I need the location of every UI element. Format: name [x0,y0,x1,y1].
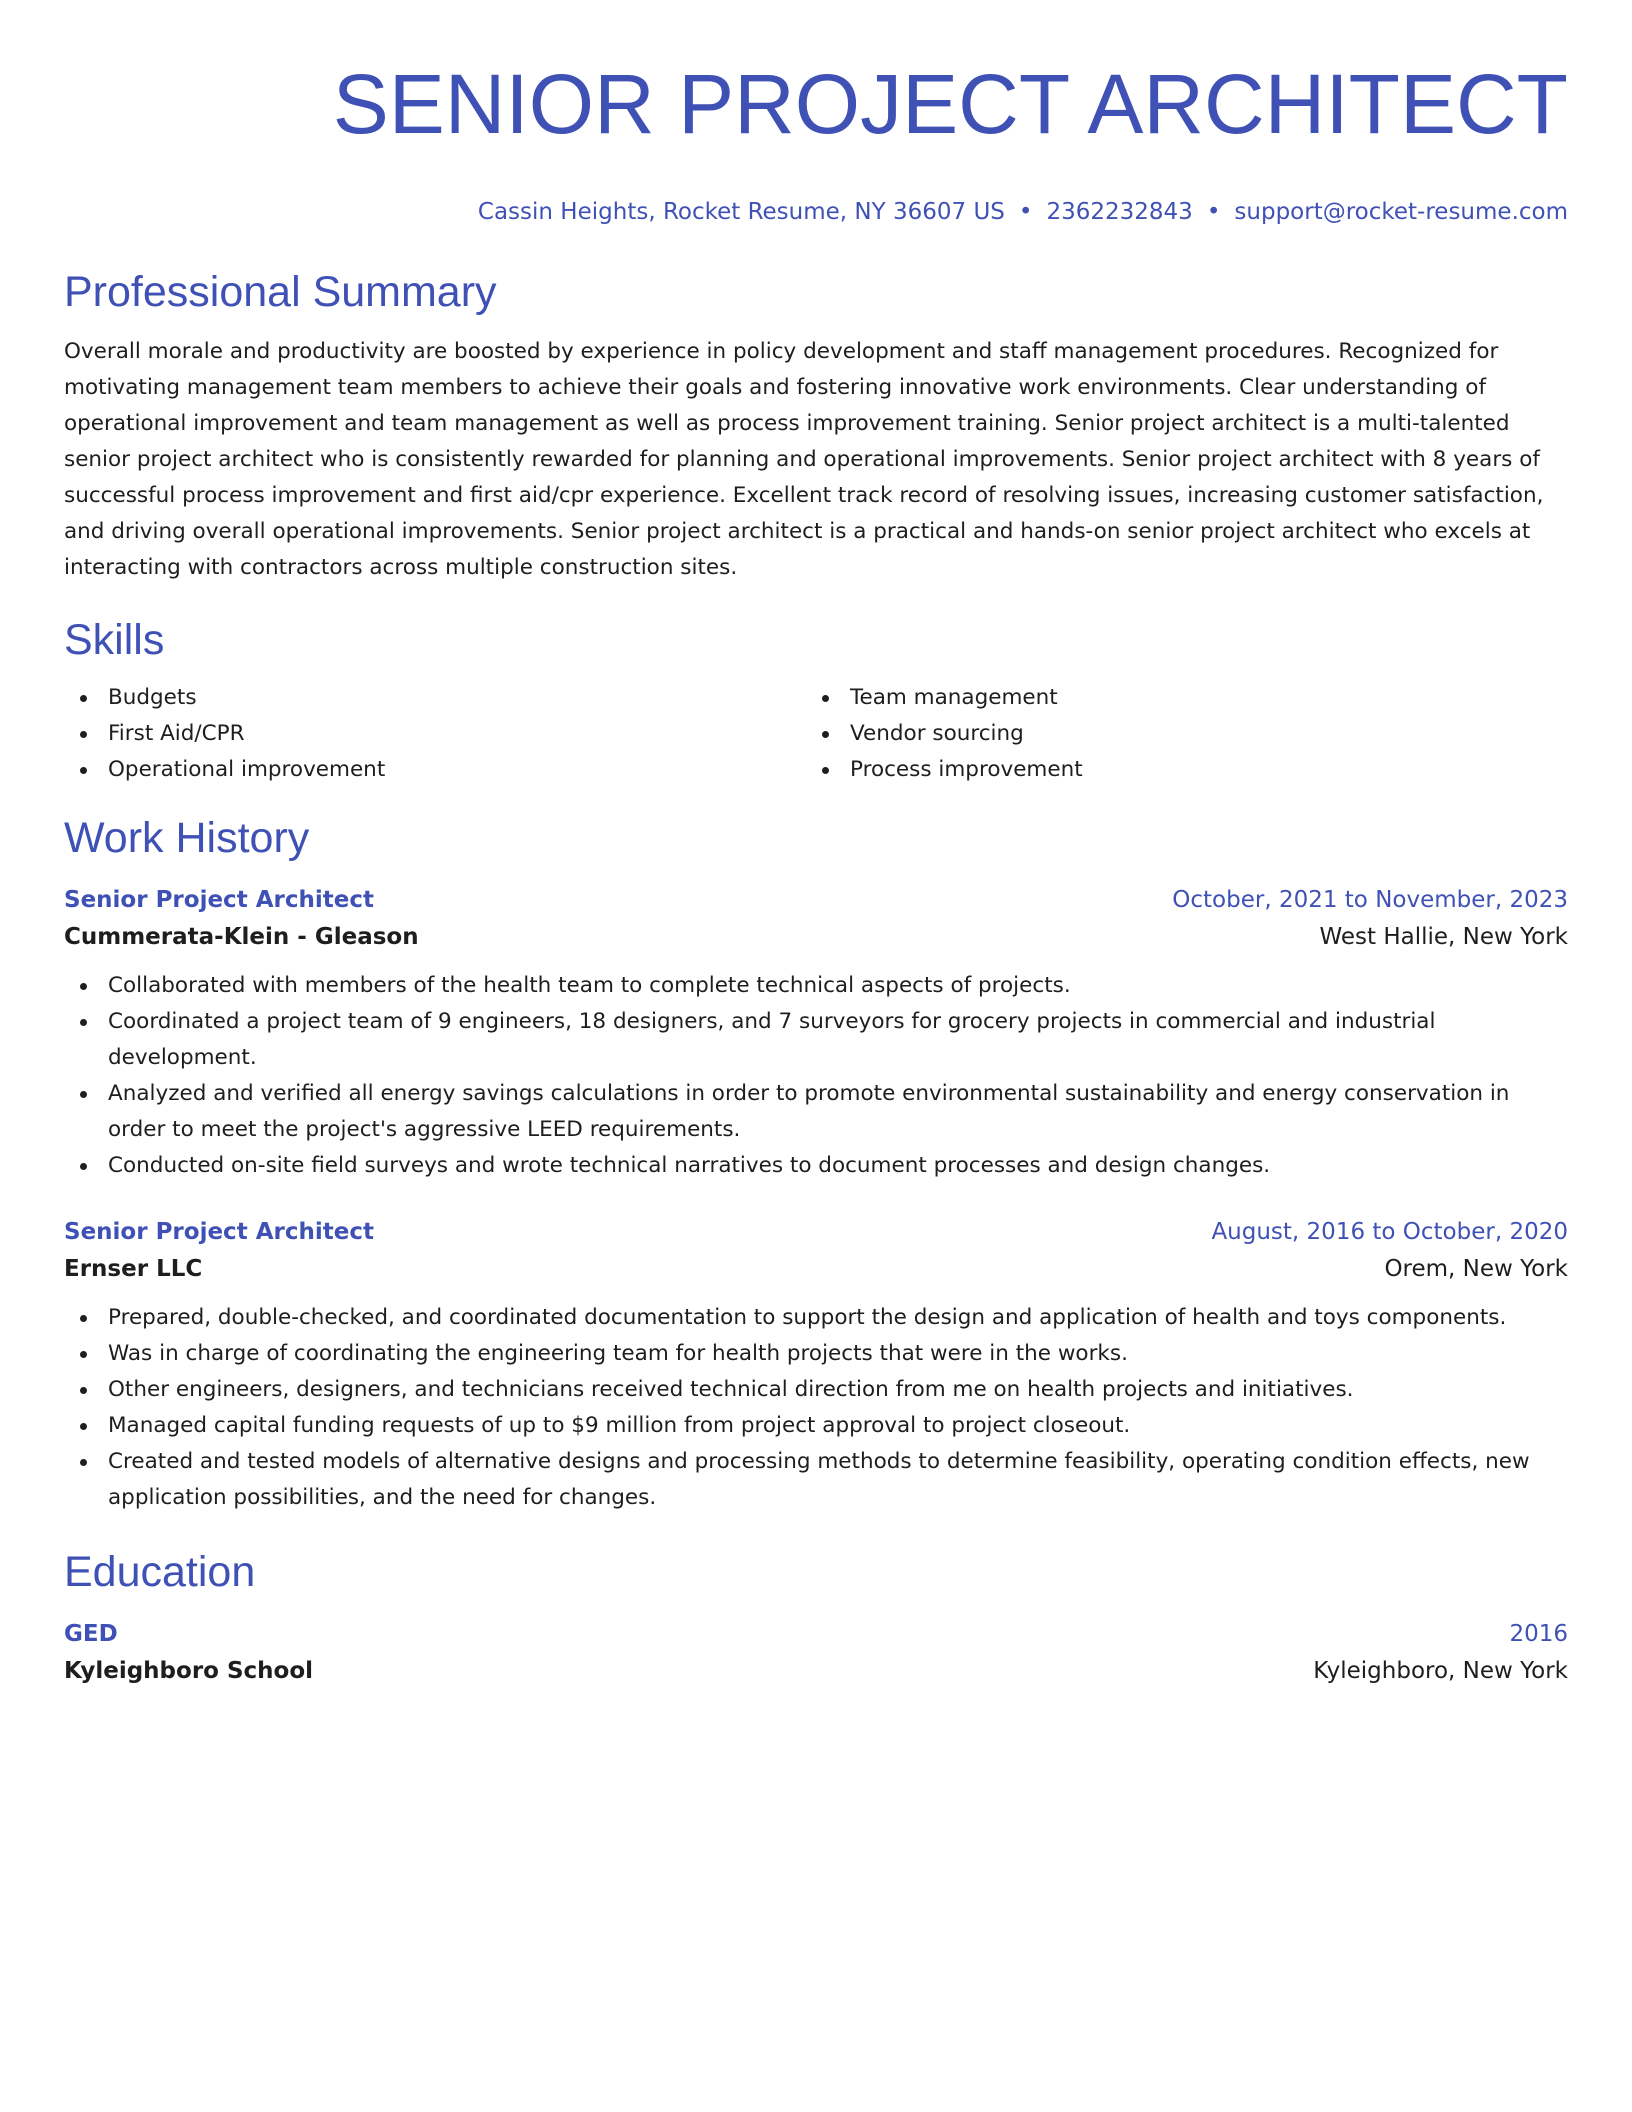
education-header-row [64,1616,1568,1652]
job-bullet: Analyzed and verified all energy savings calculations in order to promote environmental sustainability and energy conservation in order to meet the project's aggressive LEED requirements. [64,1076,1568,1148]
job-title: Senior Project Architect [64,1219,374,1245]
skills-heading: Skills [64,616,165,664]
job-location: West Hallie, New York [1319,924,1568,950]
education-year: 2016 [1509,1621,1568,1647]
skill-item: Team management [806,680,1548,716]
summary-text: Overall morale and productivity are boosted by experience in policy development and staff management procedures. Recognized for motivating management team members to achieve their goals and fostering innovative work environments. Clear understanding of operational improvement and team management as well as process improvement training. Senior project architect is a multi-talented senior project architect who is consistently rewarded for planning and operational improvements. Senior project architect with 8 years of successful process improvement and first aid/cpr experience. Excellent track record of resolving issues, increasing customer satisfaction, and driving overall operational improvements. Senior project architect is a practical and hands-on senior project architect who excels at interacting with contractors across multiple construction sites. [64,339,1544,580]
job-bullet: Prepared, double-checked, and coordinated documentation to support the design and application of health and toys components. [64,1300,1568,1336]
education-location: Kyleighboro, New York [1313,1658,1568,1684]
education-heading: Education [64,1548,256,1596]
work-history-heading: Work History [64,814,310,862]
skill-item: Operational improvement [64,752,806,788]
job-employer-row [64,918,1568,956]
job-bullet: Created and tested models of alternative designs and processing methods to determine feasibility, operating condition effects, new application possibilities, and the need for changes. [64,1444,1568,1516]
job-bullet: Coordinated a project team of 9 engineers, 18 designers, and 7 surveyors for grocery projects in commercial and industrial development. [64,1004,1568,1076]
education-school-row [64,1652,1568,1690]
job-dates: August, 2016 to October, 2020 [1211,1219,1568,1245]
education-degree: GED [64,1621,118,1647]
education-entry [64,1616,1568,1690]
job-location: Orem, New York [1384,1256,1568,1282]
job-bullets [64,968,1568,1184]
contact-line [64,198,1568,226]
contact-email: support@rocket-resume.com [1234,199,1568,225]
job-employer: Ernser LLC [64,1256,203,1282]
contact-separator: • [1206,199,1221,225]
job-dates: October, 2021 to November, 2023 [1172,887,1568,913]
skill-item: First Aid/CPR [64,716,806,752]
job-entry [64,1214,1568,1516]
contact-address: Cassin Heights, Rocket Resume, NY 36607 US [477,199,1005,225]
job-title: Senior Project Architect [64,887,374,913]
contact-separator: • [1018,199,1033,225]
job-bullet: Collaborated with members of the health team to complete technical aspects of projects. [64,968,1568,1004]
resume-title: SENIOR PROJECT ARCHITECT [332,57,1568,151]
skill-item: Budgets [64,680,806,716]
education-school: Kyleighboro School [64,1658,314,1684]
job-bullets [64,1300,1568,1516]
contact-phone: 2362232843 [1046,199,1193,225]
job-employer: Cummerata-Klein - Gleason [64,924,419,950]
skills-column-right [806,680,1548,788]
resume-page [64,0,1568,1690]
job-header-row [64,1214,1568,1250]
job-bullet: Other engineers, designers, and technicians received technical direction from me on health projects and initiatives. [64,1372,1568,1408]
job-bullet: Managed capital funding requests of up to $9 million from project approval to project closeout. [64,1408,1568,1444]
job-employer-row [64,1250,1568,1288]
resume-header [64,0,1568,226]
job-header-row [64,882,1568,918]
job-bullet: Was in charge of coordinating the engineering team for health projects that were in the works. [64,1336,1568,1372]
skill-item: Vendor sourcing [806,716,1548,752]
skill-item: Process improvement [806,752,1548,788]
summary-heading: Professional Summary [64,268,497,316]
job-bullet: Conducted on-site field surveys and wrote technical narratives to document processes and design changes. [64,1148,1568,1184]
skills-list [64,680,1568,788]
job-entry [64,882,1568,1184]
skills-column-left [64,680,806,788]
